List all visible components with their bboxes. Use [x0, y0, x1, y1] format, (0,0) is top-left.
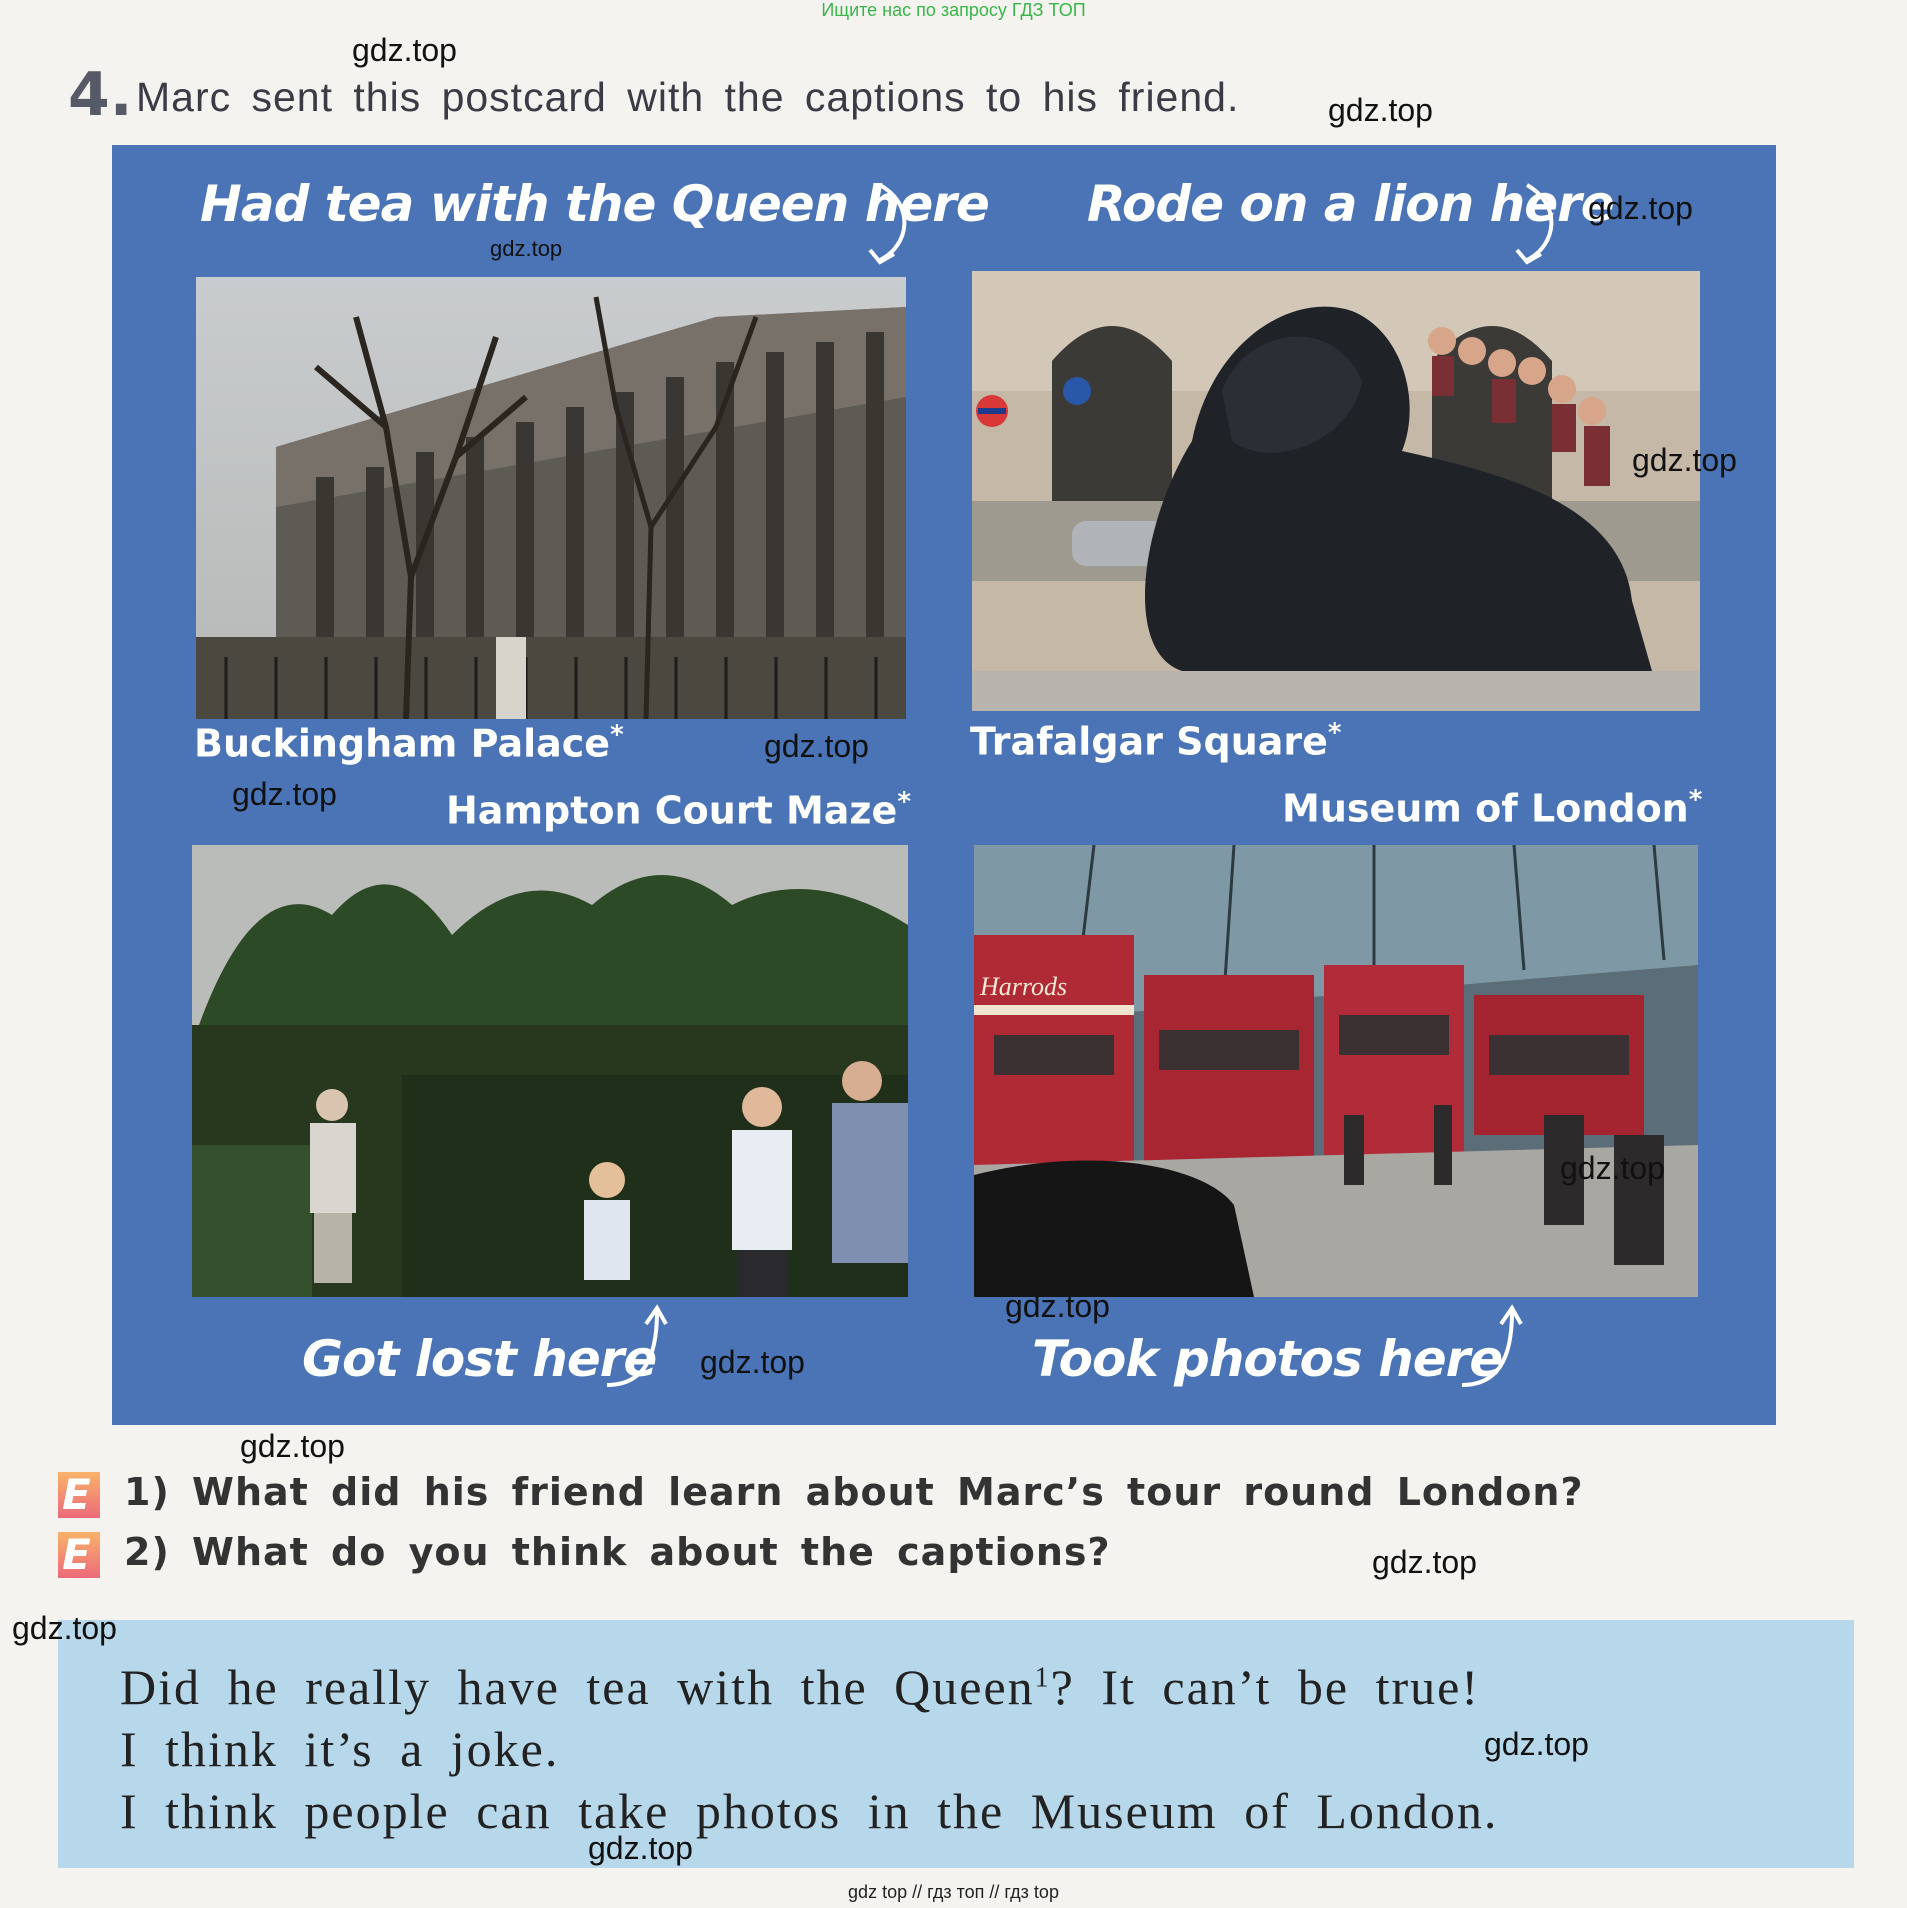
photo-museum-of-london	[974, 845, 1698, 1297]
place-label-buckingham: Buckingham Palace*	[194, 720, 624, 766]
arrow-down-icon	[860, 180, 920, 270]
watermark: gdz.top	[1632, 442, 1737, 478]
postcard	[112, 145, 1776, 1425]
answer-line-2: I think it’s a joke.	[120, 1721, 560, 1777]
arrow-up-icon	[1457, 1300, 1537, 1395]
watermark: gdz.top	[1005, 1288, 1110, 1324]
task-text: Marc sent this postcard with the captions to his friend.	[136, 74, 1240, 120]
watermark: gdz.top	[1328, 92, 1433, 128]
bottom-banner-link[interactable]: gdz top // гдз топ // гдз top	[848, 1882, 1059, 1902]
search-banner-link[interactable]: Ищите нас по запросу ГДЗ ТОП	[821, 0, 1086, 20]
exercise-e-icon: E	[58, 1532, 100, 1578]
photo-trafalgar-square	[972, 271, 1700, 711]
watermark: gdz.top	[1588, 190, 1693, 226]
place-label-trafalgar: Trafalgar Square*	[970, 718, 1342, 764]
watermark: gdz.top	[490, 236, 563, 261]
watermark: gdz.top	[1560, 1150, 1665, 1186]
place-label-museum: Museum of London*	[1282, 785, 1703, 831]
place-label-hampton: Hampton Court Maze*	[446, 787, 911, 833]
watermark: gdz.top	[232, 776, 337, 812]
question-1: 1) What did his friend learn about Marc’s tour round London?	[124, 1470, 1584, 1514]
caption-top-right: Rode on a lion here	[1087, 175, 1614, 233]
harrods-sign: Harrods	[980, 972, 1068, 1001]
answer-line-1: Did he really have tea with the Queen$^1$? It can’t be true!	[120, 1659, 1480, 1715]
caption-bottom-right: Took photos here	[1032, 1330, 1503, 1388]
watermark: gdz.top	[352, 32, 457, 68]
watermark: gdz.top	[240, 1428, 345, 1464]
watermark: gdz.top	[1372, 1544, 1477, 1580]
answer-line-3: I think people can take photos in the Museum of London.	[120, 1783, 1499, 1839]
exercise-e-icon: E	[58, 1472, 100, 1518]
arrow-up-icon	[602, 1300, 682, 1395]
watermark: gdz.top	[1484, 1726, 1589, 1762]
caption-bottom-left: Got lost here	[302, 1330, 657, 1388]
photo-hampton-court-maze	[192, 845, 908, 1297]
watermark: gdz.top	[588, 1830, 693, 1866]
task-number: 4.	[68, 60, 133, 130]
caption-top-left: Had tea with the Queen here	[200, 175, 989, 233]
arrow-down-icon	[1507, 180, 1567, 270]
watermark: gdz.top	[764, 728, 869, 764]
watermark: gdz.top	[700, 1344, 805, 1380]
question-2: 2) What do you think about the captions?	[124, 1530, 1111, 1574]
photo-buckingham-palace	[196, 277, 906, 719]
watermark: gdz.top	[12, 1610, 117, 1646]
